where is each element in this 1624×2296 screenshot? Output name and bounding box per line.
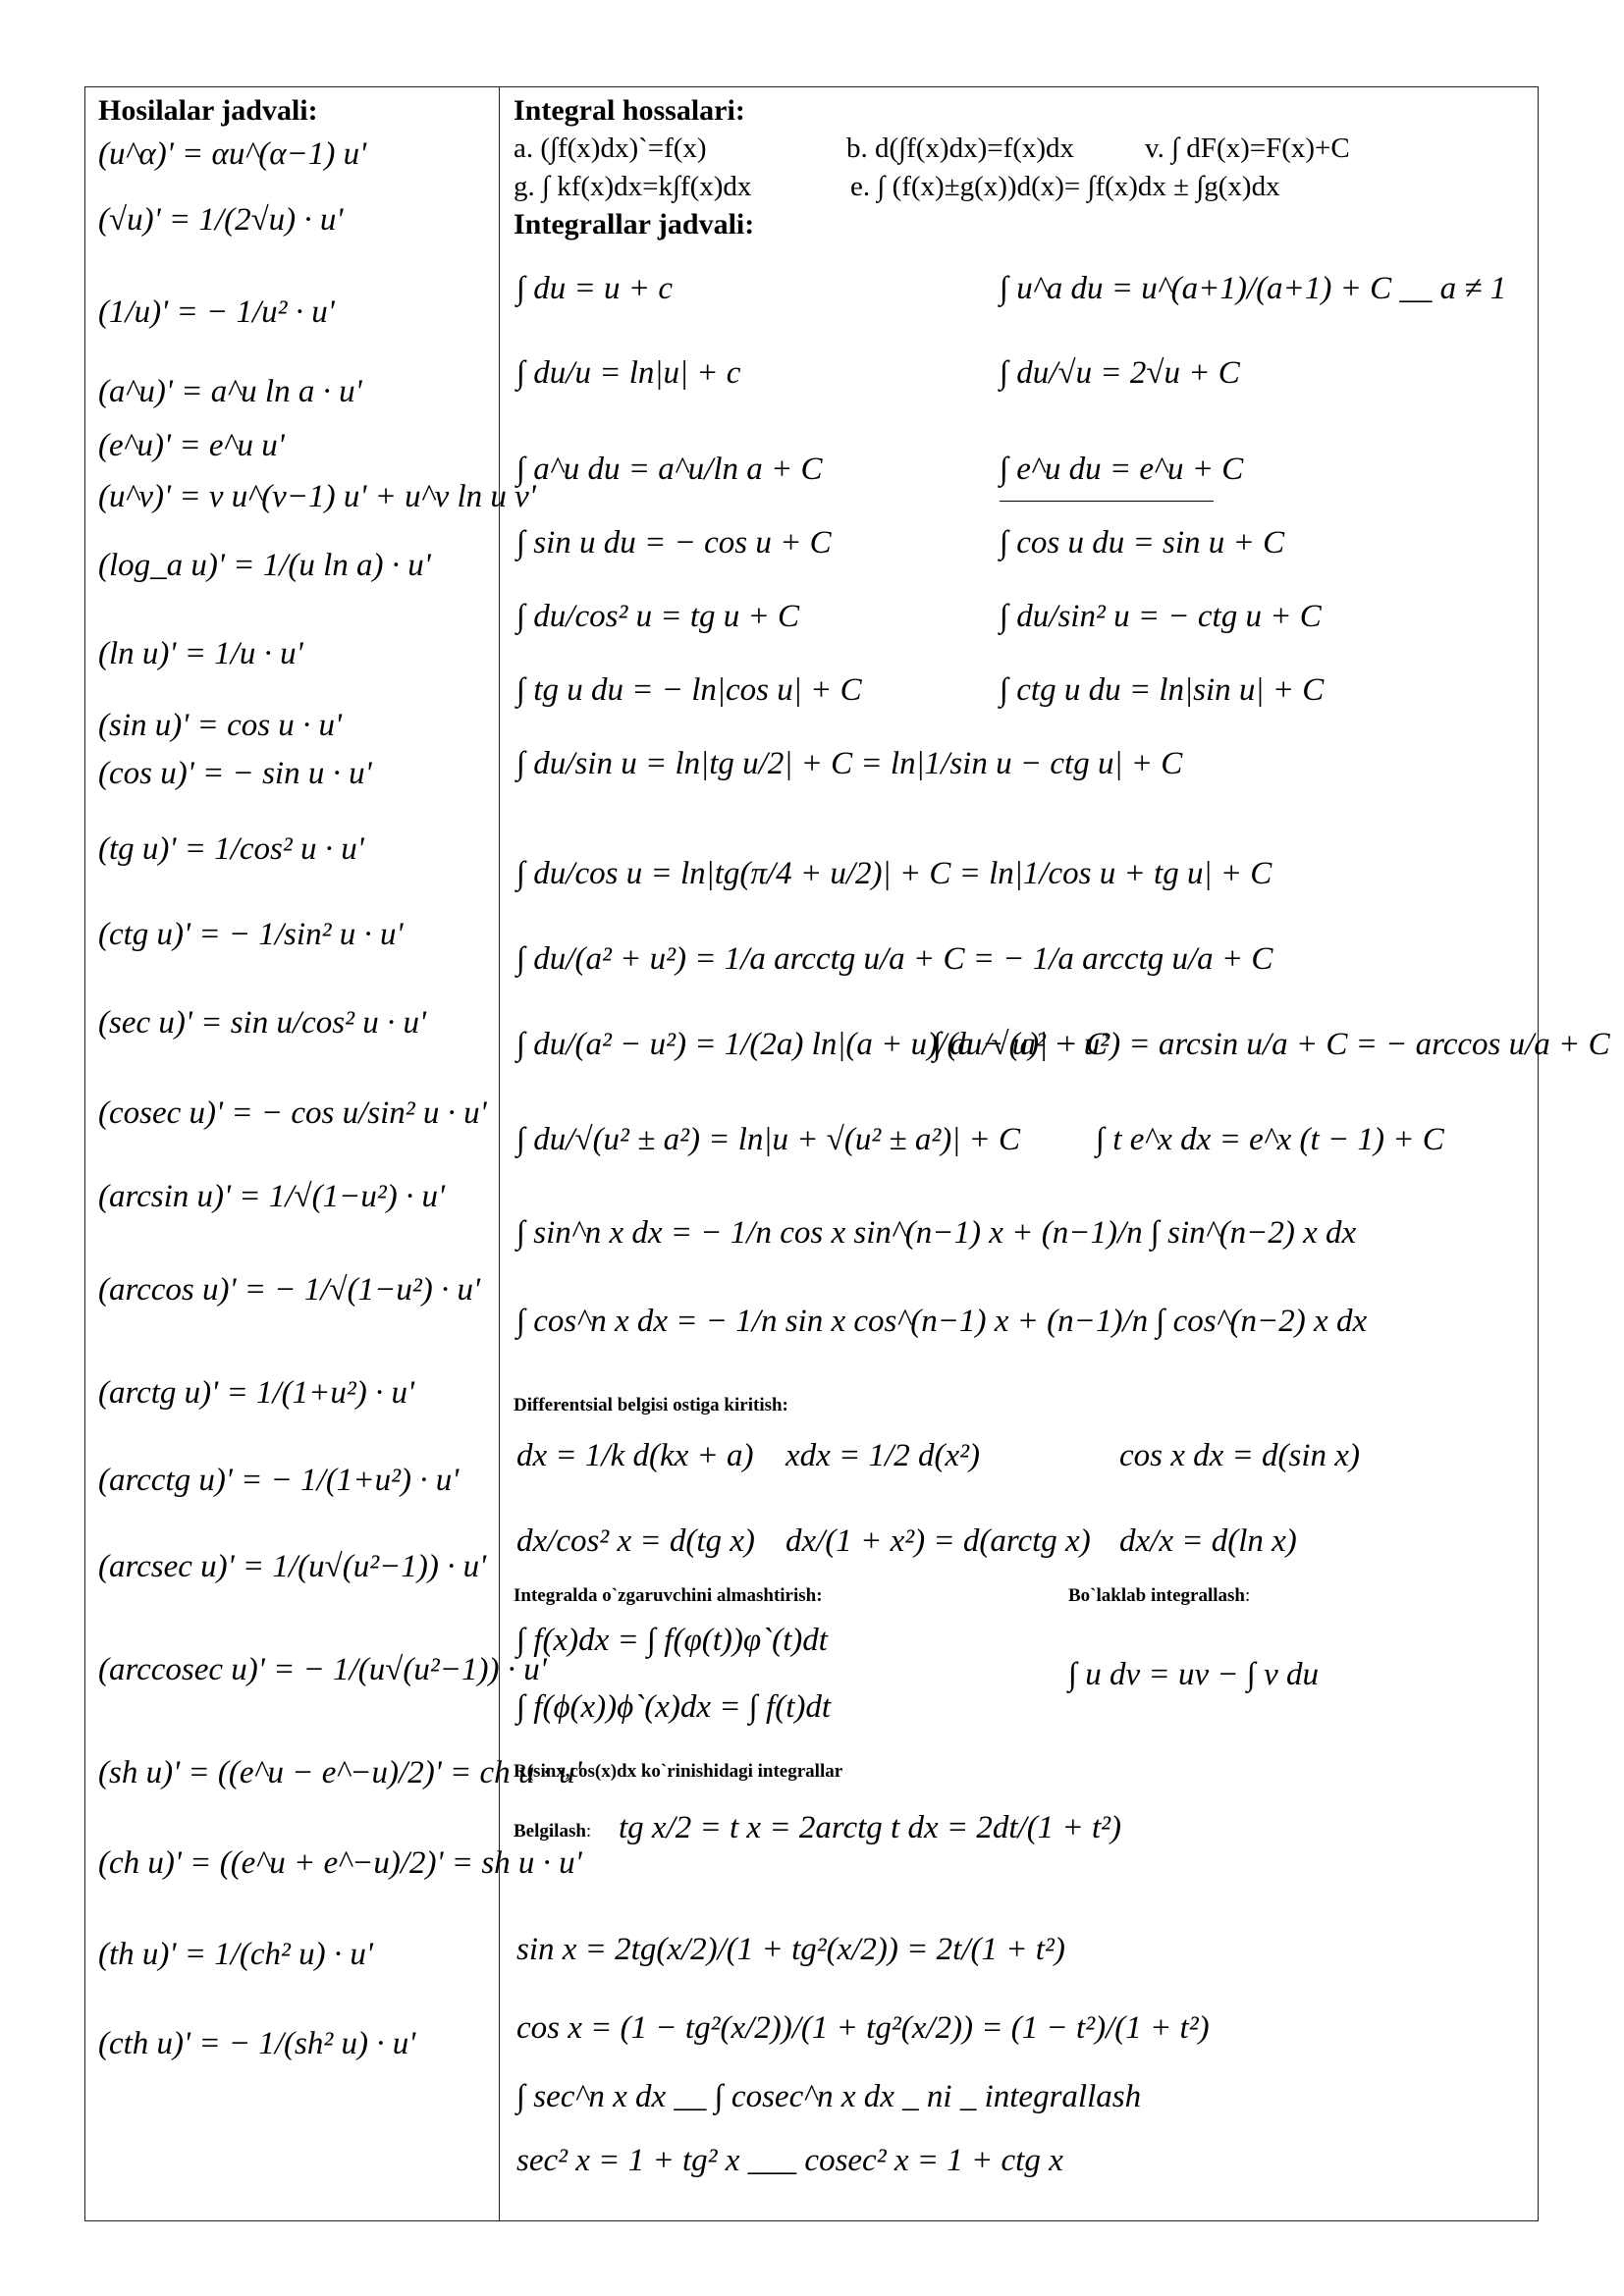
derivative-formula: (th u)' = 1/(ch² u) · u' [98, 1937, 373, 1972]
differential-formula: dx/(1 + x²) = d(arctg x) [785, 1523, 1091, 1559]
belgilash-label: Belgilash: [514, 1821, 592, 1842]
column-divider [499, 86, 500, 2221]
derivative-formula: (arcctg u)' = − 1/(1+u²) · u' [98, 1463, 460, 1498]
integral-properties-title: Integral hossalari: [514, 94, 745, 127]
integral-formula: ∫ du/(a² + u²) = 1/a arcctg u/a + C = − 1/a arcctg u/a + C [516, 941, 1273, 977]
integral-formula: ∫ ctg u du = ln|sin u| + C [1000, 672, 1325, 708]
derivative-formula: (cosec u)' = − cos u/sin² u · u' [98, 1095, 487, 1131]
integral-formula: ∫ du/sin u = ln|tg u/2| + C = ln|1/sin u − ctg u| + C [516, 746, 1183, 781]
derivative-formula: (ln u)' = 1/u · u' [98, 636, 303, 671]
differential-section-title: Differentsial belgisi ostiga kiritish: [514, 1395, 788, 1415]
parts-section-title: Bo`laklab integrallash: [1068, 1585, 1251, 1606]
sec-cosec-integrals-formula: ∫ sec^n x dx __ ∫ cosec^n x dx _ ni _ integrallash [516, 2079, 1142, 2114]
substitution-definition-formula: tg x/2 = t x = 2arctg t dx = 2dt/(1 + t²) [619, 1810, 1121, 1845]
r-integrals-title: R(sinx,cos(x)dx ko`rinishidagi integrallar [514, 1761, 843, 1782]
derivative-formula: (cth u)' = − 1/(sh² u) · u' [98, 2026, 416, 2061]
derivative-formula: (1/u)' = − 1/u² · u' [98, 294, 335, 330]
integral-formula: ∫ du/sin² u = − ctg u + C [1000, 599, 1322, 634]
derivative-formula: (e^u)' = e^u u' [98, 428, 285, 463]
derivative-formula: (√u)' = 1/(2√u) · u' [98, 202, 344, 238]
differential-formula: cos x dx = d(sin x) [1119, 1438, 1360, 1473]
derivative-formula: (u^v)' = v u^(v−1) u' + u^v ln u v' [98, 479, 536, 514]
differential-formula: dx/cos² x = d(tg x) [516, 1523, 755, 1559]
derivative-formula: (a^u)' = a^u ln a · u' [98, 374, 362, 409]
substitution-formula: ∫ f(x)dx = ∫ f(φ(t))φ`(t)dt [516, 1623, 828, 1658]
substitution-formula: ∫ f(ϕ(x))ϕ`(x)dx = ∫ f(t)dt [516, 1689, 832, 1725]
derivative-formula: (arccosec u)' = − 1/(u√(u²−1)) · u' [98, 1652, 547, 1687]
integral-formula: ∫ du/√(a² − u²) = arcsin u/a + C = − arccos u/a + C [933, 1027, 1610, 1062]
integral-formula: ∫ sin u du = − cos u + C [516, 525, 832, 561]
derivative-formula: (arccos u)' = − 1/√(1−u²) · u' [98, 1272, 481, 1308]
differential-formula: dx = 1/k d(kx + a) [516, 1438, 754, 1473]
integral-formula: ∫ du/cos² u = tg u + C [516, 599, 800, 634]
sin-substitution-formula: sin x = 2tg(x/2)/(1 + tg²(x/2)) = 2t/(1 + t²) [516, 1932, 1065, 1967]
differential-formula: xdx = 1/2 d(x²) [785, 1438, 980, 1473]
integral-property-g: g. ∫ kf(x)dx=k∫f(x)dx [514, 171, 752, 202]
integral-formula: ∫ e^u du = e^u + C [1000, 452, 1244, 487]
derivative-formula: (arctg u)' = 1/(1+u²) · u' [98, 1375, 415, 1411]
derivative-formula: (ctg u)' = − 1/sin² u · u' [98, 917, 404, 952]
derivative-formula: (arcsin u)' = 1/√(1−u²) · u' [98, 1179, 446, 1214]
integrals-table-title: Integrallar jadvali: [514, 208, 755, 240]
integral-property-v: v. ∫ dF(x)=F(x)+C [1145, 133, 1350, 164]
derivatives-title: Hosilalar jadvali: [98, 94, 318, 127]
derivative-formula: (cos u)' = − sin u · u' [98, 756, 372, 791]
parts-formula: ∫ u dv = uv − ∫ v du [1068, 1657, 1320, 1692]
integral-property-a: a. (∫f(x)dx)`=f(x) [514, 133, 707, 164]
integral-formula: ∫ a^u du = a^u/ln a + C [516, 452, 823, 487]
derivative-formula: (ch u)' = ((e^u + e^−u)/2)' = sh u · u' [98, 1845, 582, 1881]
differential-formula: dx/x = d(ln x) [1119, 1523, 1297, 1559]
integral-formula: ∫ du = u + c [516, 271, 673, 306]
integral-property-b: b. d(∫f(x)dx)=f(x)dx [846, 133, 1075, 164]
integral-formula: ∫ du/cos u = ln|tg(π/4 + u/2)| + C = ln|1/cos u + tg u| + C [516, 856, 1272, 891]
integral-formula: ∫ t e^x dx = e^x (t − 1) + C [1096, 1122, 1444, 1157]
integral-formula: ∫ du/(a² − u²) = 1/(2a) ln|(a + u)/(a − u)| + C [516, 1027, 1108, 1062]
formula-underline [1000, 501, 1214, 502]
integral-formula: ∫ tg u du = − ln|cos u| + C [516, 672, 862, 708]
derivative-formula: (u^α)' = αu^(α−1) u' [98, 136, 367, 172]
cos-substitution-formula: cos x = (1 − tg²(x/2))/(1 + tg²(x/2)) = (1 − t²)/(1 + t²) [516, 2010, 1210, 2046]
substitution-section-title: Integralda o`zgaruvchini almashtirish: [514, 1585, 823, 1606]
derivative-formula: (log_a u)' = 1/(u ln a) · u' [98, 548, 431, 583]
derivative-formula: (tg u)' = 1/cos² u · u' [98, 831, 364, 867]
integral-formula: ∫ du/√u = 2√u + C [1000, 355, 1240, 391]
derivative-formula: (sh u)' = ((e^u − e^−u)/2)' = ch u · u' [98, 1755, 582, 1790]
integral-formula: ∫ cos u du = sin u + C [1000, 525, 1285, 561]
trig-identity-formula: sec² x = 1 + tg² x ___ cosec² x = 1 + ctg x [516, 2143, 1063, 2178]
integral-formula: ∫ cos^n x dx = − 1/n sin x cos^(n−1) x + (n−1)/n ∫ cos^(n−2) x dx [516, 1304, 1368, 1339]
integral-formula: ∫ du/√(u² ± a²) = ln|u + √(u² ± a²)| + C [516, 1122, 1021, 1157]
integral-formula: ∫ sin^n x dx = − 1/n cos x sin^(n−1) x + (n−1)/n ∫ sin^(n−2) x dx [516, 1215, 1357, 1251]
derivative-formula: (arcsec u)' = 1/(u√(u²−1)) · u' [98, 1549, 487, 1584]
integral-formula: ∫ u^a du = u^(a+1)/(a+1) + C __ a ≠ 1 [1000, 271, 1507, 306]
derivative-formula: (sec u)' = sin u/cos² u · u' [98, 1005, 427, 1041]
integral-property-e: e. ∫ (f(x)±g(x))d(x)= ∫f(x)dx ± ∫g(x)dx [850, 171, 1280, 202]
derivative-formula: (sin u)' = cos u · u' [98, 708, 343, 743]
integral-formula: ∫ du/u = ln|u| + c [516, 355, 741, 391]
